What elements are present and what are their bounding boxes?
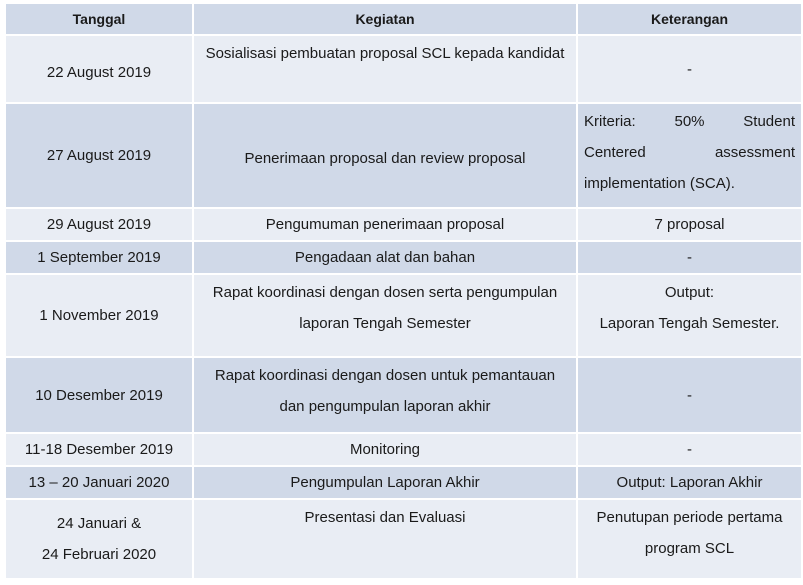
activity-cell: Presentasi dan Evaluasi <box>193 499 577 579</box>
activity-cell <box>193 274 577 357</box>
note-line: implementation (SCA). <box>584 175 735 192</box>
schedule-table <box>4 2 803 580</box>
table-row <box>5 208 802 241</box>
activity-cell: Pengadaan alat dan bahan <box>193 241 577 274</box>
note-line: program SCL <box>644 540 735 557</box>
note-cell: Output: Laporan Akhir <box>577 466 802 499</box>
table-row <box>5 433 802 466</box>
note-cell: 7 proposal <box>577 208 802 241</box>
note-cell <box>577 499 802 579</box>
activity-cell: Sosialisasi pembuatan proposal SCL kepada kandidat <box>193 35 577 103</box>
date-cell: 22 August 2019 <box>5 35 193 103</box>
table-row <box>5 241 802 274</box>
activity-cell: Pengumpulan Laporan Akhir <box>193 466 577 499</box>
activity-cell: Pengumuman penerimaan proposal <box>193 208 577 241</box>
note-cell <box>577 274 802 357</box>
date-line: 24 Januari & <box>56 515 142 532</box>
note-cell: - <box>577 357 802 433</box>
note-cell: - <box>577 241 802 274</box>
activity-cell: Monitoring <box>193 433 577 466</box>
note-line: Kriteria: 50% Student <box>584 113 795 130</box>
activity-line: laporan Tengah Semester <box>299 315 471 332</box>
table-row <box>5 499 802 579</box>
activity-line: Rapat koordinasi dengan dosen serta pengumpulan <box>212 284 558 301</box>
date-cell <box>5 499 193 579</box>
date-cell: 13 – 20 Januari 2020 <box>5 466 193 499</box>
date-cell: 10 Desember 2019 <box>5 357 193 433</box>
activity-cell <box>193 357 577 433</box>
activity-line: dan pengumpulan laporan akhir <box>279 398 491 415</box>
header-note: Keterangan <box>577 3 802 35</box>
date-cell: 1 September 2019 <box>5 241 193 274</box>
note-line: Laporan Tengah Semester. <box>599 315 780 332</box>
note-line: Penutupan periode pertama <box>596 509 783 526</box>
note-line: Centered assessment <box>584 144 795 161</box>
date-line: 24 Februari 2020 <box>41 546 157 563</box>
activity-line: Rapat koordinasi dengan dosen untuk pemantauan <box>214 367 556 384</box>
table-row <box>5 103 802 208</box>
note-line: Output: <box>664 284 715 301</box>
table-header-row <box>5 3 802 35</box>
note-cell: - <box>577 433 802 466</box>
date-cell: 29 August 2019 <box>5 208 193 241</box>
note-cell <box>577 103 802 208</box>
date-cell: 27 August 2019 <box>5 103 193 208</box>
table-row <box>5 274 802 357</box>
date-cell: 1 November 2019 <box>5 274 193 357</box>
table-row <box>5 357 802 433</box>
header-date: Tanggal <box>5 3 193 35</box>
table-row <box>5 35 802 103</box>
header-activity: Kegiatan <box>193 3 577 35</box>
date-cell: 11-18 Desember 2019 <box>5 433 193 466</box>
table-row <box>5 466 802 499</box>
note-cell: - <box>577 35 802 103</box>
activity-cell: Penerimaan proposal dan review proposal <box>193 103 577 208</box>
